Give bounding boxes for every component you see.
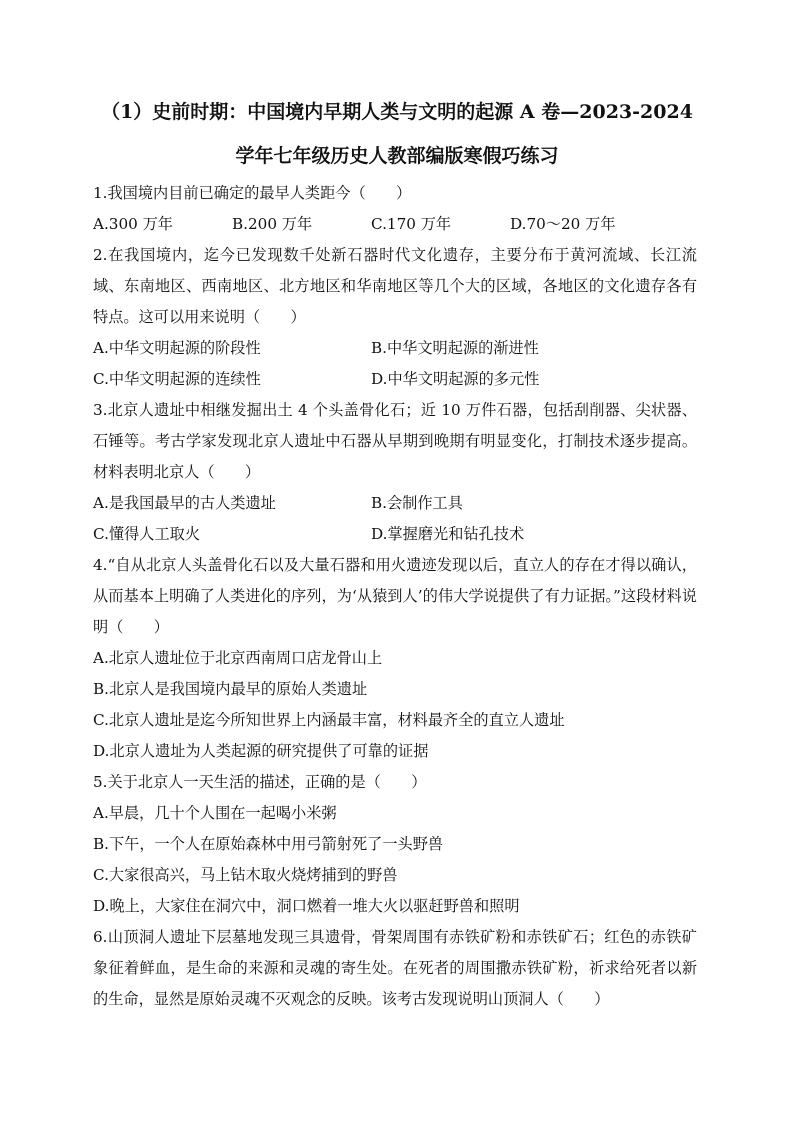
question-3-option-c: C.懂得人工取火	[93, 525, 201, 543]
question-3-stem: 3.北京人遗址中相继发掘出土 4 个头盖骨化石；近 10 万件石器，包括刮削器、尖状器、石锤等。考古学家发现北京人遗址中石器从早期到晚期有明显变化，打制技术逐步提高。材料表明北京人（ ）	[93, 401, 697, 481]
question-3-options-row-1	[93, 488, 697, 519]
question-4-option-c: C.北京人遗址是迄今所知世界上内涵最丰富，材料最齐全的直立人遗址	[93, 711, 565, 729]
question-4-option-d: D.北京人遗址为人类起源的研究提供了可靠的证据	[93, 742, 429, 760]
question-3-option-b: B.会制作工具	[371, 494, 463, 512]
document-title-line-1: （1）史前时期：中国境内早期人类与文明的起源 A 卷—2023-2024	[101, 101, 693, 123]
question-1-option-a: A.300 万年	[93, 215, 173, 233]
question-3-options-row-2	[93, 519, 697, 550]
question-5-option-b: B.下午，一个人在原始森林中用弓箭射死了一头野兽	[93, 835, 444, 853]
question-5-option-d: D.晚上，大家住在洞穴中，洞口燃着一堆大火以驱赶野兽和照明	[93, 897, 520, 915]
question-5-option-a: A.早晨，几十个人围在一起喝小米粥	[93, 804, 337, 822]
question-4-option-b: B.北京人是我国境内最早的原始人类遗址	[93, 680, 368, 698]
question-4-stem: 4.“自从北京人头盖骨化石以及大量石器和用火遗迹发现以后，直立人的存在才得以确认，从而基本上明确了人类进化的序列，为‘从猿到人’的伟大学说提供了有力证据。”这段材料说明（ ）	[93, 556, 697, 636]
question-1-options	[93, 209, 697, 240]
question-2-options-row-1	[93, 333, 697, 364]
question-2-option-d: D.中华文明起源的多元性	[371, 370, 540, 388]
question-4-option-a: A.北京人遗址位于北京西南周口店龙骨山上	[93, 649, 383, 667]
document-title-line-2: 学年七年级历史人教部编版寒假巧练习	[235, 145, 559, 167]
question-5-option-c: C.大家很高兴，马上钻木取火烧烤捕到的野兽	[93, 866, 398, 884]
question-3-option-d: D.掌握磨光和钻孔技术	[371, 525, 525, 543]
question-1-option-d: D.70～20 万年	[510, 215, 616, 233]
question-1-option-c: C.170 万年	[371, 215, 452, 233]
question-1-option-b: B.200 万年	[232, 215, 313, 233]
question-1-stem: 1.我国境内目前已确定的最早人类距今（ ）	[93, 184, 412, 202]
question-6-stem: 6.山顶洞人遗址下层墓地发现三具遗骨，骨架周围有赤铁矿粉和赤铁矿石；红色的赤铁矿象征着鲜血，是生命的来源和灵魂的寄生处。在死者的周围撒赤铁矿粉，祈求给死者以新的生命，显然是原始灵魂不灭观念的反映。该考古发现说明山顶洞人（ ）	[93, 928, 697, 1008]
question-list	[93, 178, 697, 1015]
question-2-stem: 2.在我国境内，迄今已发现数千处新石器时代文化遗存，主要分布于黄河流域、长江流域、东南地区、西南地区、北方地区和华南地区等几个大的区域，各地区的文化遗存各有特点。这可以用来说明（ ）	[93, 246, 697, 326]
question-2-options-row-2	[93, 364, 697, 395]
question-5-stem: 5.关于北京人一天生活的描述，正确的是（ ）	[93, 773, 427, 791]
question-2-option-b: B.中华文明起源的渐进性	[371, 339, 539, 357]
question-2-option-a: A.中华文明起源的阶段性	[93, 339, 261, 357]
question-2-option-c: C.中华文明起源的连续性	[93, 370, 261, 388]
question-3-option-a: A.是我国最早的古人类遗址	[93, 494, 276, 512]
